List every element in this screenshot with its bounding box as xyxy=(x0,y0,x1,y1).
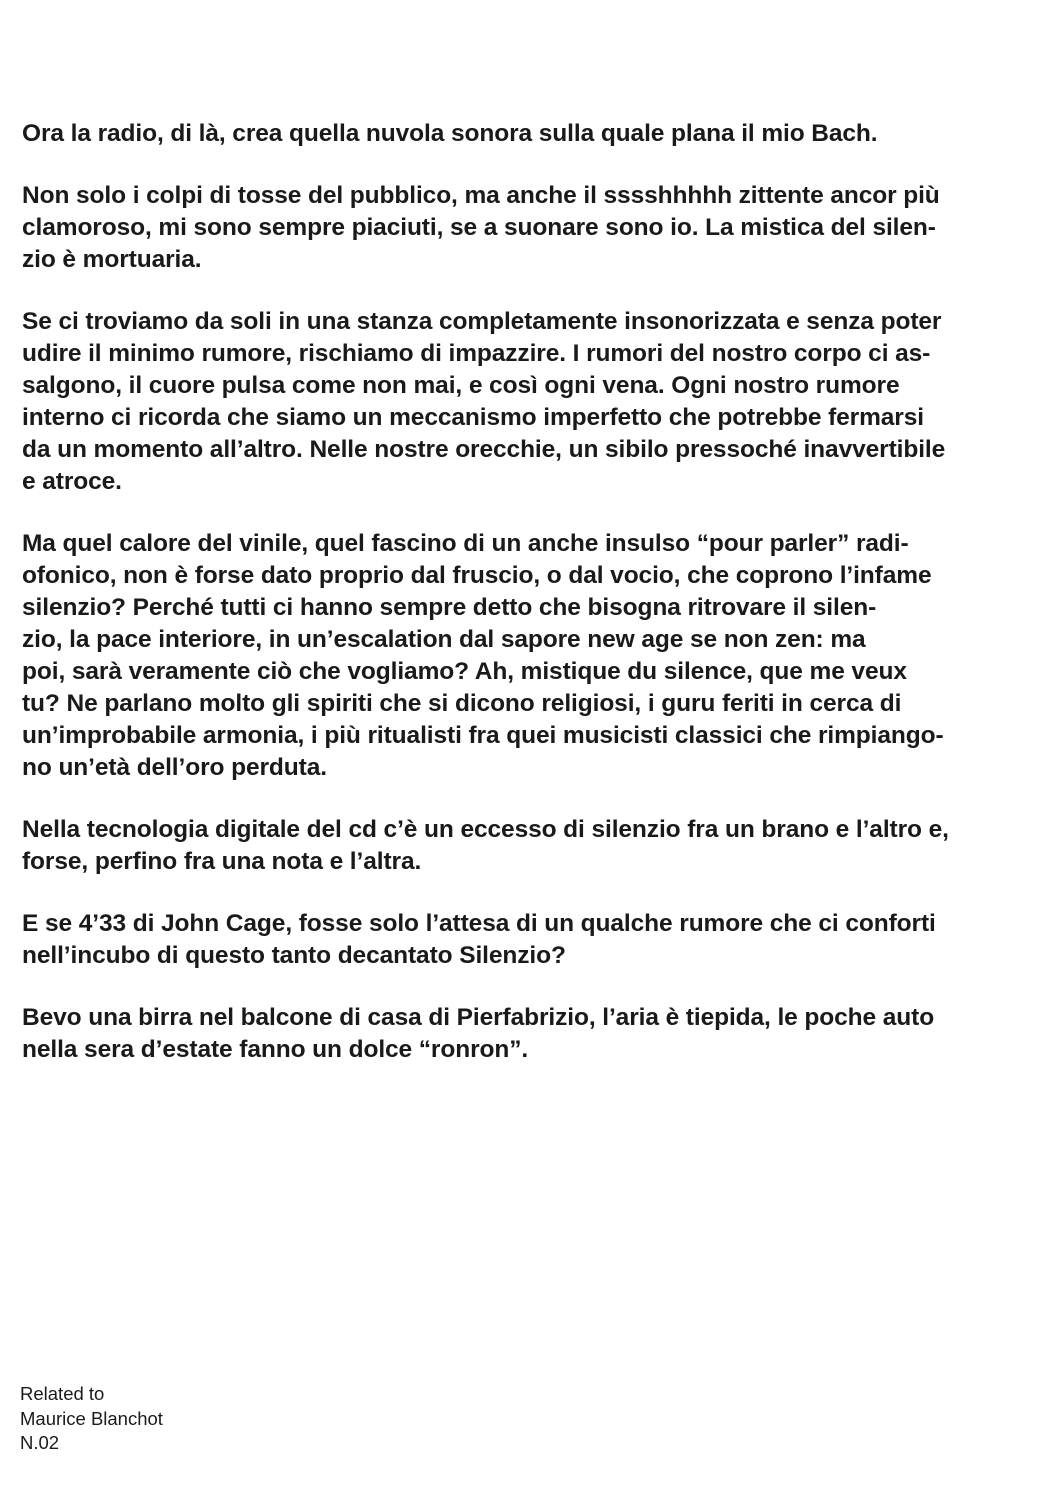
text-line: da un momento all’altro. Nelle nostre orecchie, un sibilo pressoché inavvertibile xyxy=(22,436,946,463)
author-name: Maurice Blanchot xyxy=(20,1407,163,1429)
text-line: clamoroso, mi sono sempre piaciuti, se a suonare sono io. La mistica del silen- xyxy=(22,214,936,241)
text-line: silenzio? Perché tutti ci hanno sempre detto che bisogna ritrovare il silen- xyxy=(22,594,877,621)
text-line: no un’età dell’oro perduta. xyxy=(22,754,327,781)
text-line: ofonico, non è forse dato proprio dal fruscio, o dal vocio, che coprono l’infame xyxy=(22,562,932,589)
text-line: Non solo i colpi di tosse del pubblico, ma anche il sssshhhhh zittente ancor più xyxy=(22,182,940,209)
text-line: interno ci ricorda che siamo un meccanismo imperfetto che potrebbe fermarsi xyxy=(22,404,924,431)
body-text xyxy=(22,118,1037,1096)
text-line: zio è mortuaria. xyxy=(22,246,202,273)
text-line: nell’incubo di questo tanto decantato Silenzio? xyxy=(22,942,566,969)
text-line: Ora la radio, di là, crea quella nuvola sonora sulla quale plana il mio Bach. xyxy=(22,120,878,147)
text-line: udire il minimo rumore, rischiamo di impazzire. I rumori del nostro corpo ci as- xyxy=(22,340,931,367)
paragraph xyxy=(22,814,1037,878)
text-line: E se 4’33 di John Cage, fosse solo l’attesa di un qualche rumore che ci conforti xyxy=(22,910,936,937)
text-line: salgono, il cuore pulsa come non mai, e così ogni vena. Ogni nostro rumore xyxy=(22,372,900,399)
paragraph xyxy=(22,118,1037,150)
paragraph xyxy=(22,1002,1037,1066)
issue-number: N.02 xyxy=(20,1432,60,1453)
text-line: tu? Ne parlano molto gli spiriti che si dicono religiosi, i guru feriti in cerca di xyxy=(22,690,902,717)
paragraph xyxy=(22,528,1037,784)
text-line: un’improbabile armonia, i più ritualisti fra quei musicisti classici che rimpiango- xyxy=(22,722,944,749)
text-line: Ma quel calore del vinile, quel fascino di un anche insulso “pour parler” radi- xyxy=(22,530,909,557)
text-line: Se ci troviamo da soli in una stanza completamente insonorizzata e senza poter xyxy=(22,308,942,335)
text-line: poi, sarà veramente ciò che vogliamo? Ah, mistique du silence, que me veux xyxy=(22,658,907,685)
related-label: Related to xyxy=(20,1383,105,1404)
text-line: zio, la pace interiore, in un’escalation dal sapore new age se non zen: ma xyxy=(22,626,866,653)
paragraph xyxy=(22,306,1037,498)
text-line: e atroce. xyxy=(22,468,122,495)
paragraph xyxy=(22,908,1037,972)
text-line: Bevo una birra nel balcone di casa di Pierfabrizio, l’aria è tiepida, le poche auto xyxy=(22,1004,935,1031)
footer-reference xyxy=(20,1382,163,1456)
text-line: Nella tecnologia digitale del cd c’è un eccesso di silenzio fra un brano e l’altro e, xyxy=(22,816,949,843)
text-line: nella sera d’estate fanno un dolce “ronron”. xyxy=(22,1036,529,1063)
paragraph xyxy=(22,180,1037,276)
text-line: forse, perfino fra una nota e l’altra. xyxy=(22,848,422,875)
